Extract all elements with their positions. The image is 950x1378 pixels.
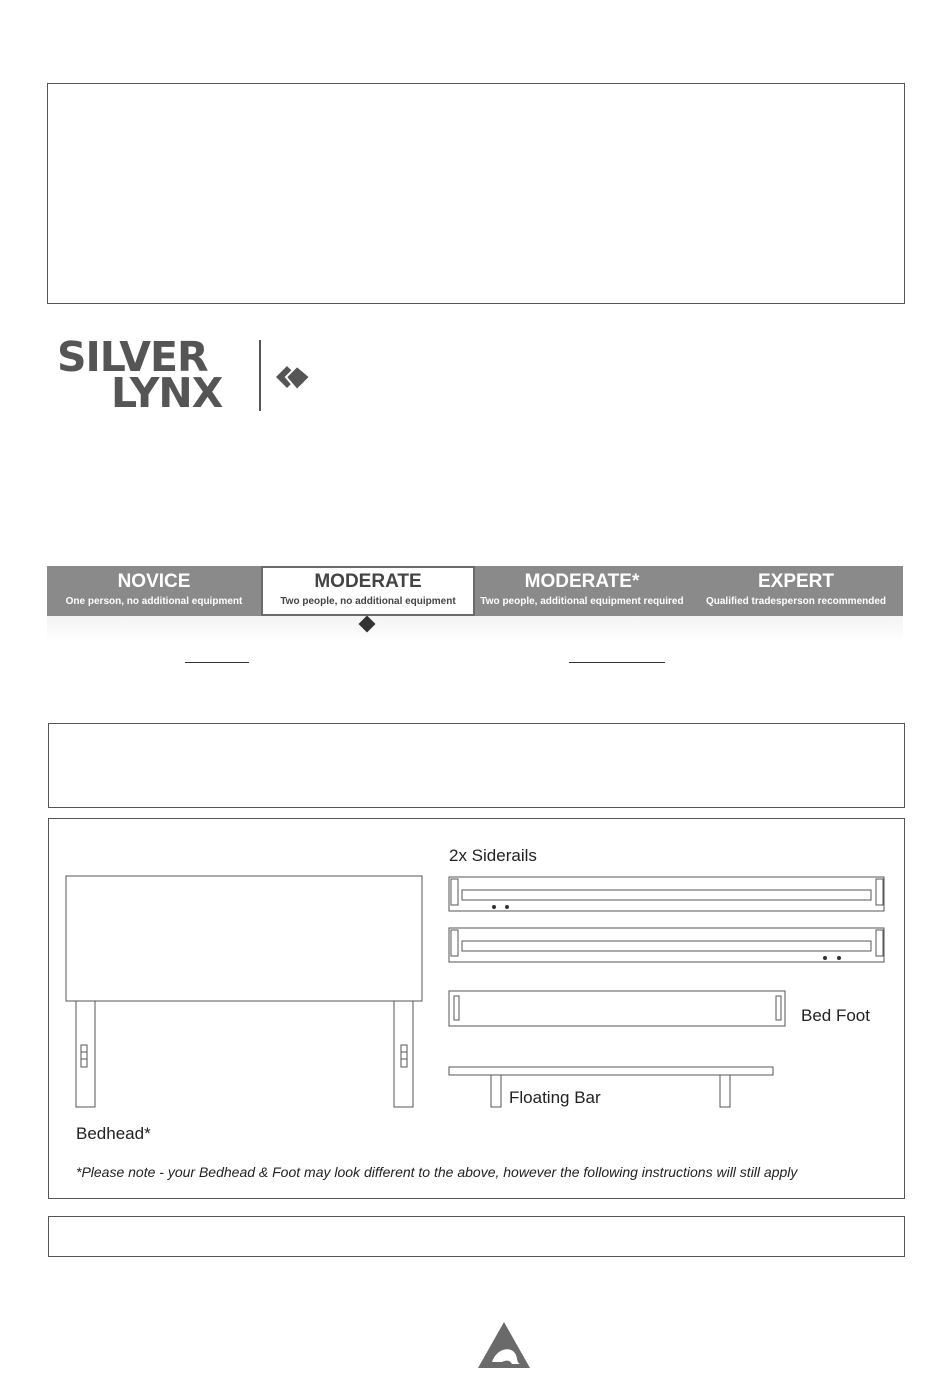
difficulty-novice: NOVICE One person, no additional equipment bbox=[65, 571, 243, 607]
logo-divider bbox=[259, 340, 261, 411]
difficulty-moderate-plus: MODERATE* Two people, additional equipment required bbox=[480, 571, 684, 607]
brand-line-2: LYNX bbox=[111, 369, 223, 417]
siderails-label: 2x Siderails bbox=[449, 846, 537, 865]
brand-line-1: SILVER bbox=[57, 333, 208, 381]
floating-bar-label: Floating Bar bbox=[509, 1088, 601, 1107]
footer-frame bbox=[48, 1216, 905, 1257]
parts-note: *Please note - your Bedhead & Foot may look different to the above, however the following instructions will still apply bbox=[76, 1164, 798, 1180]
parts-frame bbox=[48, 818, 905, 1199]
bed-foot-label: Bed Foot bbox=[801, 1006, 870, 1025]
underline-left bbox=[185, 662, 249, 663]
difficulty-moderate: MODERATE Two people, no additional equipment bbox=[261, 566, 475, 616]
underline-right bbox=[569, 662, 665, 663]
difficulty-shadow bbox=[47, 616, 903, 642]
bedhead-label: Bedhead* bbox=[76, 1124, 151, 1143]
difficulty-expert: EXPERT Qualified tradesperson recommended bbox=[705, 571, 887, 607]
info-frame bbox=[48, 723, 905, 808]
title-frame bbox=[47, 83, 905, 304]
